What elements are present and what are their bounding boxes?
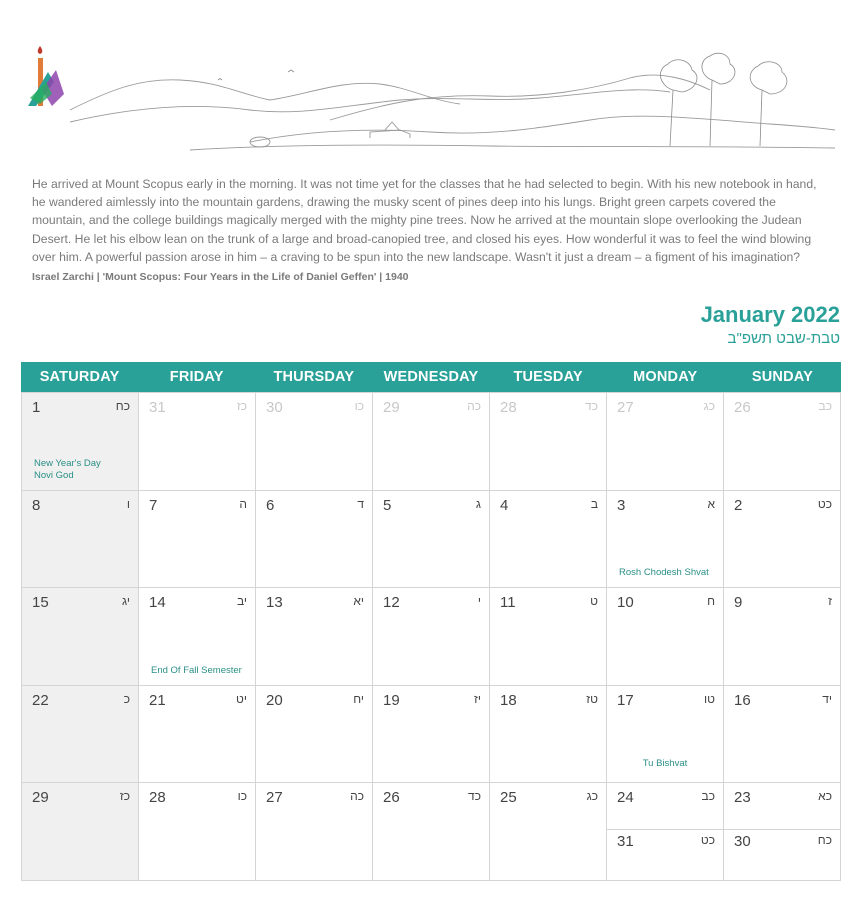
calendar-event-label: Rosh Chodesh Shvat [619,567,709,579]
hebrew-date: כב [818,399,832,413]
calendar-day-cell[interactable] [373,393,490,491]
hebrew-date: כד [585,399,598,413]
gregorian-date: 27 [266,789,283,807]
calendar-day-cell[interactable] [373,783,490,881]
quote-citation: Israel Zarchi | 'Mount Scopus: Four Years in the Life of Daniel Geffen' | 1940 [32,271,409,283]
gregorian-date: 23 [734,789,751,807]
gregorian-date: 20 [266,691,283,709]
gregorian-date: 2 [734,496,743,514]
hebrew-date: כ [123,691,130,706]
hebrew-date: יב [236,594,247,609]
calendar-day-cell[interactable] [607,783,724,881]
gregorian-date: 8 [32,496,41,514]
calendar-day-cell[interactable] [607,588,724,686]
hebrew-date-secondary: כח [817,833,832,848]
gregorian-date: 9 [734,594,743,612]
gregorian-date: 31 [149,399,166,416]
gregorian-date: 7 [149,496,158,514]
calendar-day-cell[interactable] [139,588,256,686]
calendar-header [21,362,841,392]
hebrew-date: ב [590,496,598,511]
gregorian-date: 6 [266,496,275,514]
gregorian-date: 4 [500,496,509,514]
gregorian-date: 21 [149,691,166,709]
gregorian-date: 26 [734,399,751,416]
hebrew-date: ז [828,594,832,609]
day-header-wednesday: WEDNESDAY [383,369,479,385]
gregorian-date: 5 [383,496,392,514]
calendar-day-cell[interactable] [139,491,256,589]
calendar-event-label: End Of Fall Semester [151,664,242,676]
gregorian-date: 22 [32,691,49,709]
hebrew-date: י [477,594,481,609]
landscape-illustration [70,50,835,160]
gregorian-date: 11 [500,594,516,612]
gregorian-date: 27 [617,399,634,416]
hebrew-date: כו [237,789,247,804]
hebrew-date: יט [236,691,247,706]
calendar-day-cell[interactable] [256,686,373,784]
hebrew-date: ה [239,496,247,511]
month-title: January 2022 [700,302,840,327]
hebrew-date: כא [818,789,832,804]
calendar-day-cell[interactable] [139,393,256,491]
cell-divider [724,829,840,830]
hebrew-date: יז [474,691,481,706]
calendar-day-cell[interactable] [22,491,139,589]
calendar-day-cell[interactable] [724,393,841,491]
hebrew-date: יא [353,594,364,609]
day-header-friday: FRIDAY [169,369,224,385]
calendar-grid [21,362,841,882]
gregorian-date: 29 [32,789,49,807]
gregorian-date: 18 [500,691,517,709]
calendar-day-cell[interactable] [22,783,139,881]
hebrew-date: יח [353,691,364,706]
calendar-day-cell[interactable] [724,588,841,686]
calendar-day-cell[interactable] [724,491,841,589]
gregorian-date: 10 [617,594,634,612]
hebrew-date: ו [126,496,130,511]
hebrew-date: א [707,496,715,511]
day-header-saturday: SATURDAY [39,369,120,385]
hebrew-date: טז [586,691,598,706]
gregorian-date: 3 [617,496,626,514]
day-header-monday: MONDAY [633,369,698,385]
calendar-day-cell[interactable] [490,783,607,881]
calendar-day-cell[interactable] [607,686,724,784]
gregorian-date: 13 [266,594,283,612]
hebrew-date: ח [707,594,715,609]
hebrew-date: כז [119,789,130,804]
hebrew-date: כו [354,399,364,413]
calendar-day-cell[interactable] [490,393,607,491]
hebrew-date: ג [475,496,481,511]
hebrew-date: יד [822,691,832,706]
hebrew-date: כג [703,399,715,413]
gregorian-date: 30 [266,399,283,416]
calendar-day-cell[interactable] [256,393,373,491]
calendar-day-cell[interactable] [724,783,841,881]
hebrew-date: כה [350,789,364,804]
gregorian-date: 28 [149,789,166,807]
calendar-event-label: New Year's Day Novi God [34,457,101,481]
hebrew-date: כה [467,399,481,413]
calendar-day-cell[interactable] [373,686,490,784]
logo-icon [26,42,66,108]
calendar-day-cell[interactable] [139,686,256,784]
gregorian-date: 25 [500,789,517,807]
calendar-event-label: Tu Bishvat [642,758,688,770]
gregorian-date-secondary: 31 [617,833,634,851]
gregorian-date: 28 [500,399,517,416]
hebrew-date: יג [122,594,130,609]
hebrew-date: כג [586,789,598,804]
calendar-day-cell[interactable] [373,491,490,589]
calendar-day-cell[interactable] [607,491,724,589]
gregorian-date: 17 [617,691,634,709]
gregorian-date: 24 [617,789,634,807]
gregorian-date: 26 [383,789,400,807]
calendar-day-cell[interactable] [22,588,139,686]
cell-divider [607,829,723,830]
calendar-day-cell[interactable] [256,783,373,881]
hebrew-date: כט [817,496,832,511]
gregorian-date: 12 [383,594,400,612]
day-header-thursday: THURSDAY [273,369,355,385]
calendar-day-cell[interactable] [256,588,373,686]
gregorian-date: 1 [32,399,41,416]
calendar-day-cell[interactable] [22,393,139,491]
hebrew-month-title: טבת-שבט תשפ"ב [727,330,840,347]
quote-text: He arrived at Mount Scopus early in the morning. It was not time yet for the classes that he had selected to begin. With his new notebook in hand, he wandered aimlessly into the mountain gardens, drawing the musky scent of pines deep into his lungs. Bright green carpets covered the mountain, and the college buildings magically merged with the mighty pine trees. Now he arrived at the mountain slope overlooking the Judean Desert. He let his elbow lean on the trunk of a large and broad-canopied tree, and closed his eyes. How wonderful it was to feel the wind blowing over him. A powerful passion arose in him – a craving to be spun into the new landscape. Wasn't it just a dream – a figment of his imagination? [32,177,817,264]
hebrew-date: כז [236,399,247,413]
hebrew-date: ט [590,594,598,609]
calendar-day-cell[interactable] [139,783,256,881]
day-header-tuesday: TUESDAY [513,369,583,385]
gregorian-date-secondary: 30 [734,833,751,851]
gregorian-date: 14 [149,594,166,612]
gregorian-date: 19 [383,691,400,709]
hebrew-date: כד [468,789,481,804]
hebrew-date: כב [701,789,715,804]
gregorian-date: 16 [734,691,751,709]
day-header-sunday: SUNDAY [751,369,813,385]
gregorian-date: 15 [32,594,49,612]
calendar-day-cell[interactable] [22,686,139,784]
hebrew-date: כח [115,399,130,413]
calendar-day-cell[interactable] [256,491,373,589]
calendar-day-cell[interactable] [490,686,607,784]
gregorian-date: 29 [383,399,400,416]
hebrew-date: טו [704,691,715,706]
hebrew-date-secondary: כט [700,833,715,848]
calendar-day-cell[interactable] [373,588,490,686]
calendar-day-cell[interactable] [607,393,724,491]
calendar-day-cell[interactable] [490,491,607,589]
calendar-days [21,392,841,881]
hebrew-date: ד [357,496,364,511]
calendar-day-cell[interactable] [724,686,841,784]
calendar-day-cell[interactable] [490,588,607,686]
